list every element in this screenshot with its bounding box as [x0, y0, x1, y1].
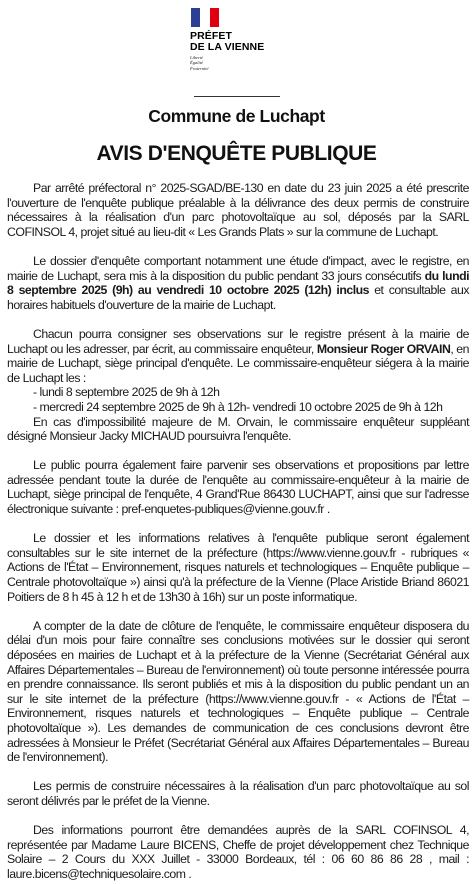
observations-text-a: Chacun pourra consigner ses observations sur le registre présent à la mairie de Luchapt ou les adresser, par écrit, au commissaire enquêteur,: [7, 326, 469, 356]
dossier-text-a: Le dossier d'enquête comportant notamment une étude d'impact, avec le registre, en mairie de Luchapt, sera mis à la disposition du public pendant 33 jours consécutifs: [7, 253, 469, 283]
suppleant-text: En cas d'impossibilité majeure de M. Orvain, le commissaire enquêteur suppléant désigné Monsieur Jacky MICHAUD poursuivra l'enquête.: [7, 414, 469, 444]
french-flag-icon: [191, 8, 219, 27]
motto-fraternite: Fraternité: [190, 65, 209, 71]
paragraph-letters: Le public pourra également faire parvenir ses observations et propositions par lettre adressée pendant toute la durée de l'enquête au commissaire-enquêteur à la mairie de Luchapt, siège principal de l'enquête, 4 Grand'Rue 86430 LUCHAPT, ainsi que sur l'adresse électronique suivante : pref-enquetes-publiques@vienne.gouv.fr .: [7, 458, 469, 517]
commune-title: Commune de Luchapt: [148, 106, 325, 126]
logo-motto: [190, 55, 282, 71]
motto-egalite: Égalité: [190, 60, 203, 66]
paragraph-observations: [7, 327, 469, 444]
motto-liberte: Liberté: [190, 55, 203, 60]
divider: [194, 96, 280, 97]
permanence-item-1: - lundi 8 septembre 2025 de 9h à 12h: [33, 385, 220, 400]
paragraph-permits: Les permis de construire nécessaires à la réalisation d'un parc photovoltaïque au sol seront délivrés par le préfet de la Vienne.: [7, 779, 469, 808]
paragraph-decree: Par arrêté préfectoral n° 2025-SGAD/BE-130 en date du 23 juin 2025 a été prescrite l'ouverture de l'enquête publique préalable à la délivrance des deux permis de construire nécessaires à la réalisation d'un parc photovoltaïque au sol, déposés par la SARL COFINSOL 4, projet situé au lieu-dit « Les Grands Plats » sur la commune de Luchapt.: [7, 181, 469, 239]
dossier-dates: du lundi 8 septembre 2025 (9h) au vendredi 10 octobre 2025 (12h) inclus: [7, 268, 470, 298]
notice-title: AVIS D'ENQUÊTE PUBLIQUE: [96, 142, 377, 165]
paragraph-contact: Des informations pourront être demandées auprès de la SARL COFINSOL 4, représentée par Madame Laure BICENS, Cheffe de projet développement chez Technique Solaire – 2 Cours du XXX Juillet - 33000 Bordeaux, tél : 06 60 86 86 28 , mail : laure.bicens@techniquesolaire.com .: [7, 823, 469, 881]
prefecture-logo: [190, 8, 282, 71]
paragraph-dossier: [7, 254, 469, 312]
observations-text-c: , en mairie de Luchapt, siège principal d'enquête. Le commissaire-enquêteur siégera à la mairie de Luchapt les :: [7, 341, 469, 385]
logo-prefet: PRÉFET: [190, 30, 233, 42]
notice-body: [7, 181, 469, 884]
logo-vienne: DE LA VIENNE: [190, 41, 265, 53]
paragraph-conclusions: A compter de la date de clôture de l'enquête, le commissaire enquêteur disposera du délai d'un mois pour faire connaître ses conclusions motivées sur le dossier qui seront déposées en mairies de Luchapt et à la préfecture de la Vienne (Secrétariat Général aux Affaires Départementales – Bureau de l'environnement) où toute personne intéressée pourra en prendre connaissance. Ils seront publiés et mis à la disposition du public pendant un an sur le site internet de la préfecture (https://www.vienne.gouv.fr - « Actions de l'État – Environnement, risques naturels et technologiques – Enquête publique – Centrale photovoltaïque »). Les demandes de communication de ces conclusions devront être adressées à Monsieur le Préfet (Secrétariat Général aux Affaires Départementales – Bureau de l'environnement).: [7, 618, 469, 765]
commissaire-name: Monsieur Roger ORVAIN: [316, 341, 451, 356]
permanence-item-2: - mercredi 24 septembre 2025 de 9h à 12h- vendredi 10 octobre 2025 de 9h à 12h: [33, 399, 443, 414]
paragraph-website: Le dossier et les informations relatives à l'enquête publique seront également consultables sur le site internet de la préfecture (https://www.vienne.gouv.fr - rubriques « Actions de l'État – Environnement, risques naturels et technologiques – Enquête publique – Centrale photovoltaïque ») ainsi qu'à la préfecture de la Vienne (Place Aristide Briand 86021 Poitiers de 8 h 45 à 12 h et de 13h30 à 16h) sur un poste informatique.: [7, 531, 469, 604]
dossier-text-c: et consultable aux horaires habituels d'ouverture de la mairie de Luchapt.: [7, 283, 469, 312]
